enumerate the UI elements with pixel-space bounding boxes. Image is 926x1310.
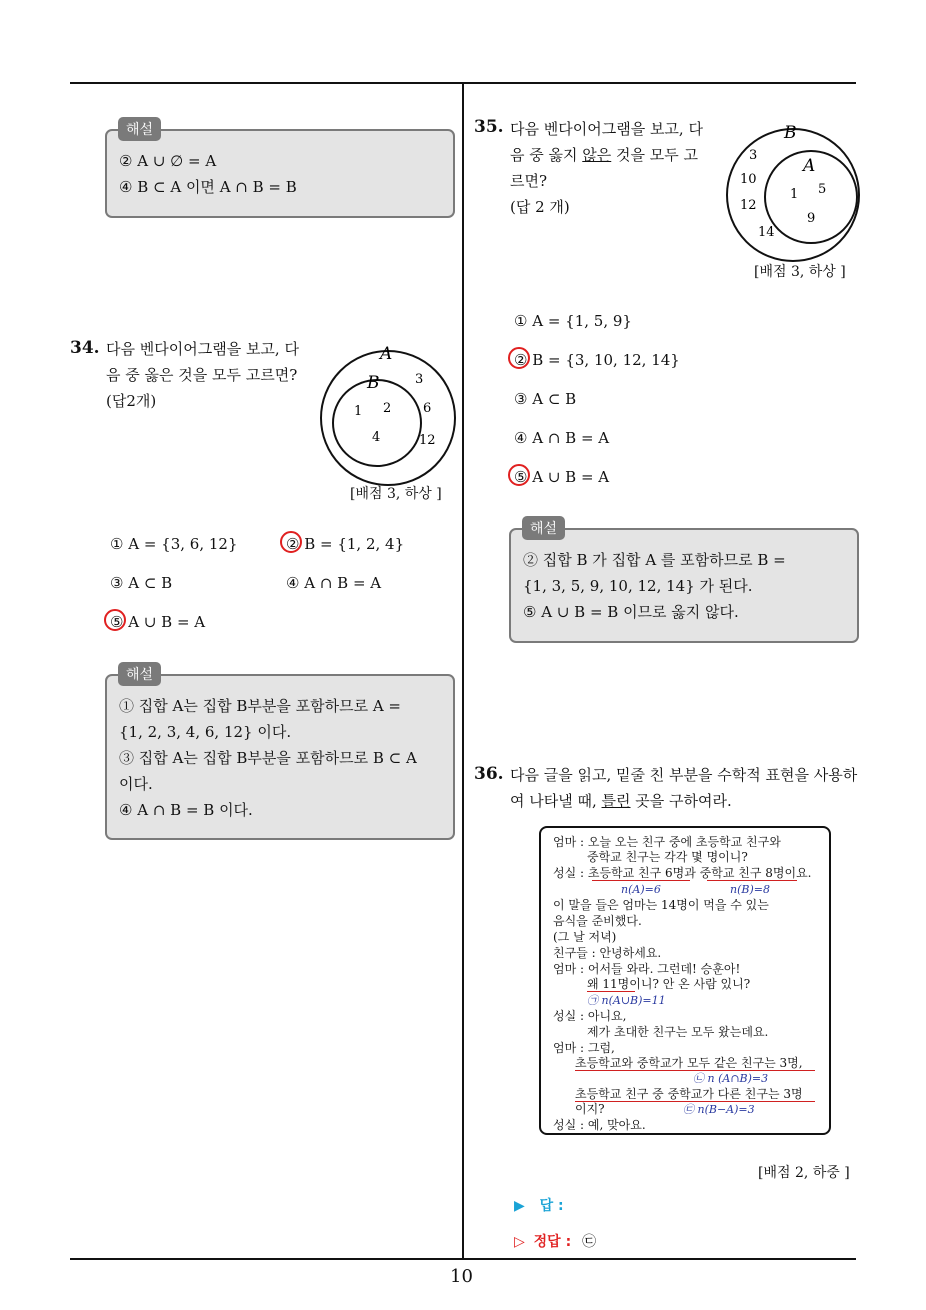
answer-label: 답 : (539, 1198, 564, 1214)
underline-elementary (592, 880, 690, 881)
q35-solution-line-1: ② 집합 B 가 집합 A 를 포함하므로 B = (523, 551, 786, 569)
q34-venn-num: 1 (354, 404, 363, 419)
dialogue-line: 초등학교와 중학교가 모두 같은 친구는 3명, (575, 1056, 803, 1070)
q34-solution-line-1: ① 집합 A는 집합 B부분을 포함하므로 A = (119, 697, 402, 715)
underline-11 (587, 991, 635, 992)
q34-text-line-2: 음 중 옳은 것을 모두 고르면? (106, 366, 298, 384)
q35-text-line-1: 다음 벤다이어그램을 보고, 다 (510, 120, 703, 138)
q35-score: [배점 3, 하상 ] (754, 264, 846, 280)
q34-score: [배점 3, 하상 ] (350, 486, 442, 502)
q34-solution-line-4: 이다. (119, 775, 153, 793)
q34-venn-num: 2 (383, 401, 392, 416)
q34-choice-4[interactable]: ④ A ∩ B = A (286, 574, 382, 592)
q34-choice-2[interactable]: ② B = {1, 2, 4} (286, 535, 405, 553)
q36-dialogue-box (539, 826, 831, 1135)
q33-solution-tab: 해설 (118, 117, 161, 141)
q35-solution-line-2: {1, 3, 5, 9, 10, 12, 14} 가 된다. (523, 577, 753, 595)
dialogue-line: (그 날 저녁) (553, 930, 617, 944)
q34-venn-num: 4 (372, 430, 381, 445)
q35-choice-2[interactable]: ② B = {3, 10, 12, 14} (514, 351, 680, 369)
q35-venn-inner-label: A (803, 156, 816, 176)
dialogue-line: 친구들 : 안녕하세요. (553, 946, 662, 960)
dialogue-line: 제가 초대한 친구는 모두 왔는데요. (587, 1025, 769, 1039)
dialogue-line: 엄마 : 그럼, (553, 1041, 615, 1055)
q34-venn-num: 3 (415, 372, 424, 387)
correct-value: ㉢ (582, 1234, 597, 1250)
q35-solution-tab: 해설 (522, 516, 565, 540)
dialogue-line: 성실 : 아니요, (553, 1009, 627, 1023)
q34-number: 34. (70, 338, 100, 358)
q34-solution-box (105, 674, 455, 840)
dialogue-note-nA: n(A)=6 (621, 883, 661, 896)
q35-venn-num: 9 (807, 211, 816, 226)
q34-venn-diagram (310, 338, 470, 488)
q34-solution-tab: 해설 (118, 662, 161, 686)
bottom-rule (70, 1258, 856, 1260)
correct-answer-row (514, 1231, 596, 1251)
dialogue-line: 성실 : 초등학교 친구 6명과 중학교 친구 8명이요. (553, 866, 812, 880)
q33-solution-box (105, 129, 455, 218)
q35-number: 35. (474, 117, 504, 137)
dialogue-line: 이지? (575, 1102, 605, 1116)
answer-row (514, 1195, 564, 1215)
q35-text-line-3: 르면? (510, 172, 548, 190)
column-divider (462, 83, 464, 1259)
q36-text-line-1: 다음 글을 읽고, 밑줄 친 부분을 수학적 표현을 사용하 (510, 766, 858, 784)
answer-arrow-icon: ▶ (514, 1198, 525, 1214)
q35-venn-num: 5 (818, 182, 827, 197)
q34-venn-num: 12 (419, 433, 436, 448)
q35-venn-diagram (718, 120, 868, 265)
q35-choice-3[interactable]: ③ A ⊂ B (514, 390, 577, 408)
q33-solution-line-2: ④ B ⊂ A 이면 A ∩ B = B (119, 178, 297, 196)
q35-choice-2-mark (508, 347, 530, 369)
q35-venn-num: 3 (749, 148, 758, 163)
q33-solution-line-1: ② A ∪ ∅ = A (119, 152, 217, 170)
q35-solution-box (509, 528, 859, 643)
q34-venn-num: 6 (423, 401, 432, 416)
q36-score: [배점 2, 하중 ] (758, 1165, 850, 1181)
q35-choice-5[interactable]: ⑤ A ∪ B = A (514, 468, 610, 486)
q36-number: 36. (474, 764, 504, 784)
page-number: 10 (450, 1266, 473, 1287)
dialogue-line: 초등학교 친구 중 중학교가 다른 친구는 3명 (575, 1087, 803, 1101)
q35-venn-num: 1 (790, 187, 799, 202)
q35-venn-num: 14 (758, 225, 775, 240)
dialogue-line: 엄마 : 오늘 오는 친구 중에 초등학교 친구와 (553, 835, 781, 849)
q34-solution-line-3: ③ 집합 A는 집합 B부분을 포함하므로 B ⊂ A (119, 749, 417, 767)
q34-venn-outer-label: A (380, 344, 393, 364)
q34-choice-1[interactable]: ① A = {3, 6, 12} (110, 535, 238, 553)
dialogue-note-3: ㉢ n(B−A)=3 (683, 1103, 755, 1116)
q34-choice-3[interactable]: ③ A ⊂ B (110, 574, 173, 592)
q34-text-line-3: (답2개) (106, 392, 157, 410)
dialogue-line: 음식을 준비했다. (553, 914, 642, 928)
q35-text-line-2: 음 중 옳지 않은 것을 모두 고 (510, 146, 699, 164)
q34-choice-2-mark (280, 531, 302, 553)
q35-choice-1[interactable]: ① A = {1, 5, 9} (514, 312, 632, 330)
q34-venn-inner-label: B (367, 373, 380, 393)
correct-label: 정답 : (533, 1234, 572, 1250)
dialogue-line: 엄마 : 어서들 와라. 그런데! 승훈아! (553, 962, 741, 976)
q35-venn-num: 12 (740, 198, 757, 213)
q35-solution-line-3: ⑤ A ∪ B = B 이므로 옳지 않다. (523, 603, 739, 621)
q35-choice-4[interactable]: ④ A ∩ B = A (514, 429, 610, 447)
dialogue-line: 왜 11명이니? 안 온 사람 있니? (587, 977, 751, 991)
dialogue-note-nB: n(B)=8 (730, 883, 770, 896)
q34-text-line-1: 다음 벤다이어그램을 보고, 다 (106, 340, 299, 358)
q35-text-line-4: (답 2 개) (510, 198, 570, 216)
q34-solution-line-5: ④ A ∩ B = B 이다. (119, 801, 253, 819)
correct-arrow-icon: ▷ (514, 1234, 525, 1250)
q36-text-line-2: 여 나타낼 때, 틀린 곳을 구하여라. (510, 792, 732, 810)
dialogue-line: 성실 : 예, 맞아요. (553, 1118, 646, 1132)
q35-venn-num: 10 (740, 172, 757, 187)
dialogue-note-1: ㉠ n(A∪B)=11 (587, 994, 666, 1007)
q34-choice-5[interactable]: ⑤ A ∪ B = A (110, 613, 206, 631)
dialogue-note-2: ㉡ n (A∩B)=3 (693, 1072, 769, 1085)
underline-middle (707, 880, 797, 881)
dialogue-line: 이 말을 들은 엄마는 14명이 먹을 수 있는 (553, 898, 769, 912)
q35-choice-5-mark (508, 464, 530, 486)
q34-choice-5-mark (104, 609, 126, 631)
dialogue-line: 중학교 친구는 각각 몇 명이니? (587, 850, 748, 864)
q35-venn-outer-label: B (784, 123, 797, 143)
q34-solution-line-2: {1, 2, 3, 4, 6, 12} 이다. (119, 723, 292, 741)
